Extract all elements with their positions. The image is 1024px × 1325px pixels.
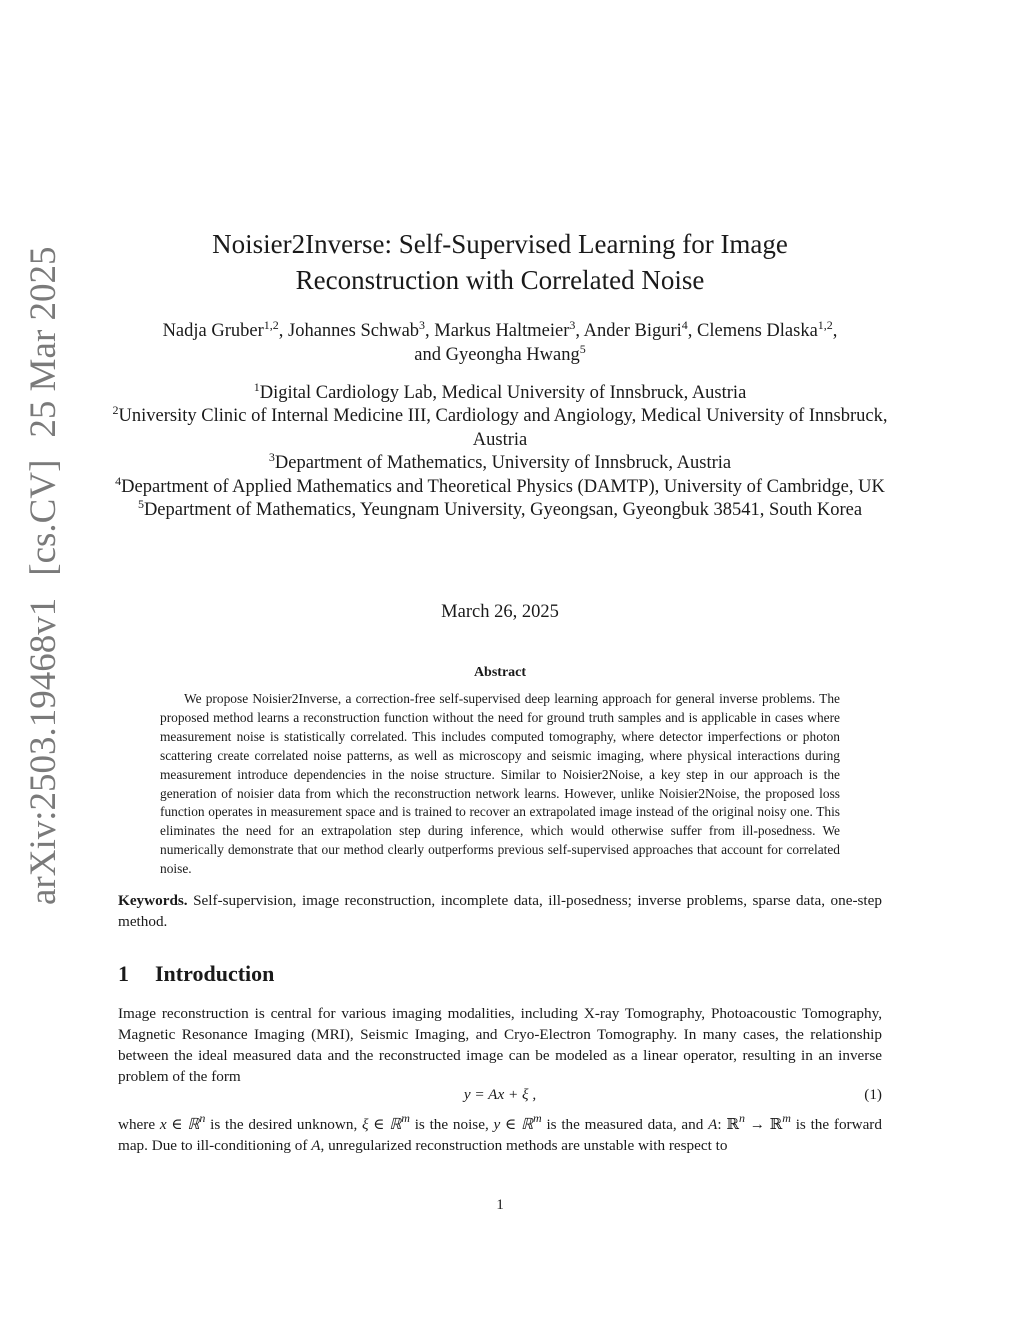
affiliation-list: [110, 382, 890, 522]
author: Ander Biguri$^4$,: [583, 318, 698, 341]
text-run: is the noise,: [409, 1116, 494, 1133]
paper-title: [150, 226, 850, 298]
keywords: [118, 890, 882, 932]
author: Clemens Dlaska$^{1,2}$,: [697, 318, 838, 341]
text-run: : ℝ: [717, 1116, 739, 1133]
inline-math: m: [782, 1111, 791, 1125]
arxiv-date: 25 Mar 2025: [23, 246, 64, 438]
affiliation: $^5$Department of Mathematics, Yeungnam University, Gyeongsan, Gyeongbuk 38541, South Korea: [137, 497, 863, 521]
text-run: is the measured data, and: [541, 1116, 709, 1133]
inline-math: m: [533, 1111, 542, 1125]
keywords-label: Keywords.: [118, 892, 188, 909]
section-heading: [118, 960, 274, 988]
author: Markus Haltmeier$^3$,: [434, 318, 584, 341]
equation-number: (1): [864, 1086, 882, 1103]
inline-math: x ∈ ℝ: [159, 1116, 200, 1133]
arxiv-stamp: [12, 246, 76, 905]
text-run: → ℝ: [744, 1116, 783, 1133]
inline-math: A: [708, 1116, 718, 1133]
author: Nadja Gruber$^{1,2}$,: [162, 318, 289, 341]
inline-math: A: [311, 1137, 321, 1154]
page-number: 1: [496, 1196, 504, 1213]
section-number: 1: [118, 961, 129, 986]
intro-paragraph-2: [118, 1111, 882, 1156]
text-run: is the desired unknown,: [205, 1116, 362, 1133]
arxiv-category: [cs.CV]: [23, 459, 64, 576]
text-run: , unregularized reconstruction methods are unstable with respect to: [320, 1137, 728, 1154]
abstract-text: We propose Noisier2Inverse, a correction-free self-supervised deep learning approach for general inverse problems. The proposed method learns a reconstruction function without the need for ground truth samples and is applicable in cases where measurement noise is statistically correlated. This includes computed tomography, where detector imperfections or photon scattering create correlated noise patterns, as well as microscopy and seismic imaging, where physical interactions during measurement introduce dependencies in the noise structure. Similar to Noisier2Noise, a key step in our approach is the generation of noisier data from which the reconstruction network learns. However, unlike Noisier2Noise, the proposed loss function operates in measurement space and is trained to recover an extrapolated image instead of the original noisy one. This eliminates the need for an extrapolation step during inference, which would otherwise suffer from ill-posedness. We numerically demonstrate that our method clearly outperforms previous self-supervised approaches that account for correlated noise.: [160, 691, 840, 877]
equation-1: [118, 1084, 882, 1106]
author: Johannes Schwab$^3$,: [288, 318, 435, 341]
affiliation: $^1$Digital Cardiology Lab, Medical University of Innsbruck, Austria: [253, 380, 747, 403]
intro-paragraph: Image reconstruction is central for various imaging modalities, including X-ray Tomography, Photoacoustic Tomography, Magnetic Resonance Imaging (MRI), Seismic Imaging, and Cryo-Electron Tomography. In many cases, the relationship between the ideal measured data and the reconstructed image can be modeled as a linear operator, resulting in an inverse problem of the form: [118, 1005, 882, 1085]
keywords-text: Self-supervision, image reconstruction, incomplete data, ill-posedness; inverse problems, sparse data, one-step method.: [118, 892, 882, 930]
text-run: is the forward map. Due to ill-conditioning of: [118, 1116, 882, 1154]
inline-math: y ∈ ℝ: [493, 1116, 534, 1133]
publication-date: March 26, 2025: [441, 602, 559, 622]
author: and Gyeongha Hwang$^5$: [414, 342, 586, 365]
affiliation: $^2$University Clinic of Internal Medicine III, Cardiology and Angiology, Medical University of Innsbruck, Austria: [112, 403, 888, 450]
equation-body: y = Ax + ξ ,: [463, 1086, 537, 1103]
title-line-1: Noisier2Inverse: Self-Supervised Learning for Image: [212, 229, 788, 259]
section-title: Introduction: [155, 961, 275, 986]
inline-math: n: [199, 1111, 206, 1125]
arxiv-id: arXiv:2503.19468v1: [23, 597, 64, 905]
affiliation: $^4$Department of Applied Mathematics and Theoretical Physics (DAMTP), University of Cambridge, UK: [115, 473, 885, 497]
inline-math: ξ ∈ ℝ: [362, 1116, 402, 1133]
inline-math: n: [738, 1111, 745, 1125]
author-list: [110, 319, 890, 367]
abstract-heading: Abstract: [473, 665, 527, 680]
text-run: where: [118, 1116, 160, 1133]
title-line-2: Reconstruction with Correlated Noise: [295, 265, 705, 295]
inline-math: m: [401, 1111, 410, 1125]
affiliation: $^3$Department of Mathematics, University of Innsbruck, Austria: [268, 450, 732, 474]
